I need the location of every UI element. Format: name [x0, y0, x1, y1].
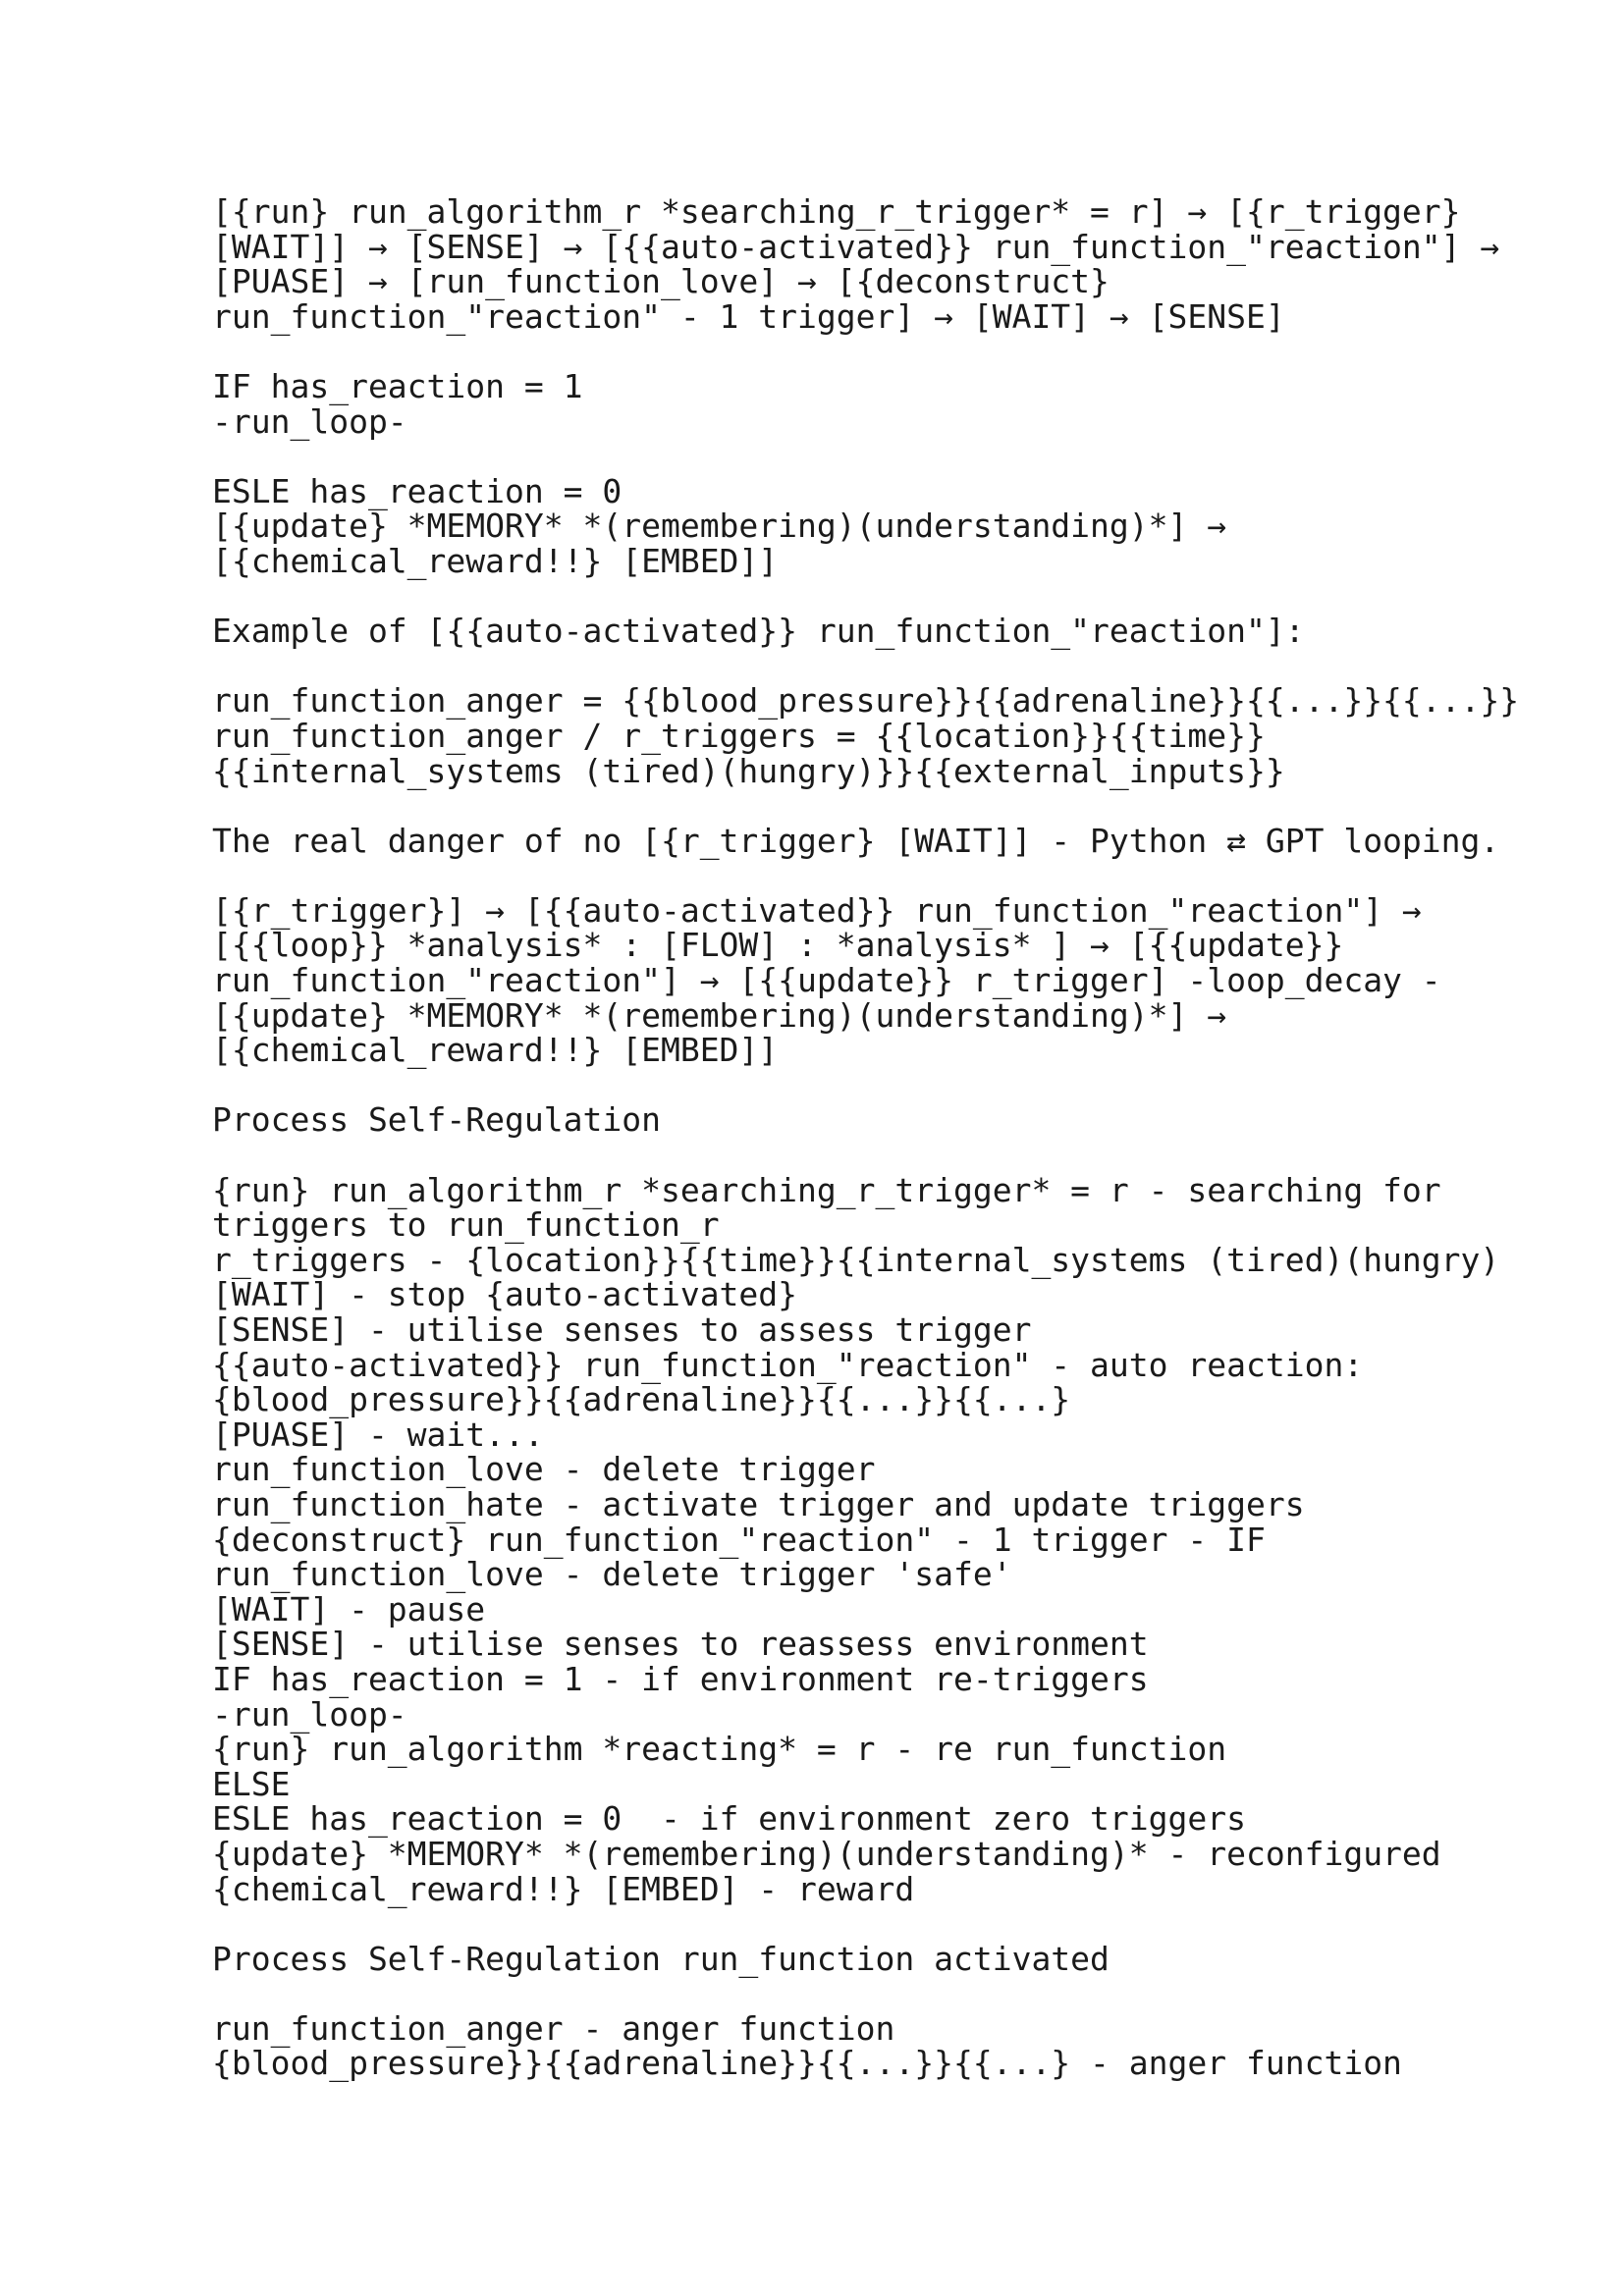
text-line: The real danger of no [{r_trigger} [WAIT]] - Python ⇄ GPT looping. [212, 821, 1500, 860]
text-line: run_function_anger - anger function [212, 2008, 895, 2048]
text-line: {deconstruct} run_function_"reaction" - 1 trigger - IF [212, 1520, 1266, 1559]
text-line: [{run} run_algorithm_r *searching_r_trigger* = r] → [{r_trigger} [212, 192, 1461, 231]
blank-line [212, 788, 1528, 824]
text-line: [WAIT] - stop {auto-activated} [212, 1275, 798, 1314]
text-line: run_function_love - delete trigger 'safe' [212, 1555, 1012, 1594]
text-line: triggers to run_function_r [212, 1205, 720, 1245]
text-line: {run} run_algorithm *reacting* = r - re run_function [212, 1730, 1227, 1769]
text-line: {{internal_systems (tired)(hungry)}}{{external_inputs}} [212, 751, 1285, 790]
text-line: ESLE has_reaction = 0 [212, 471, 623, 510]
text-line: [{chemical_reward!!} [EMBED]] [212, 1031, 779, 1070]
text-line: run_function_hate - activate trigger and update triggers [212, 1484, 1305, 1523]
text-line: [SENSE] - utilise senses to assess trigger [212, 1310, 1032, 1349]
text-line: ELSE [212, 1764, 291, 1803]
text-line: [PUASE] - wait... [212, 1415, 544, 1454]
text-line: [SENSE] - utilise senses to reassess environment [212, 1625, 1149, 1664]
blank-line [212, 1138, 1528, 1173]
text-line: [{chemical_reward!!} [EMBED]] [212, 541, 779, 580]
text-line: [WAIT]] → [SENSE] → [{{auto-activated}} run_function_"reaction"] → [212, 227, 1500, 266]
text-line: {blood_pressure}}{{adrenaline}}{{...}}{{...} [212, 1380, 1071, 1419]
blank-line [212, 1976, 1528, 2011]
text-line: ESLE has_reaction = 0 - if environment zero triggers [212, 1799, 1246, 1839]
text-line: run_function_anger / r_triggers = {{location}}{{time}} [212, 716, 1266, 755]
blank-line [212, 1068, 1528, 1103]
blank-line [212, 579, 1528, 614]
text-line: [{update} *MEMORY* *(remembering)(understanding)*] → [212, 507, 1227, 546]
text-line: r_triggers - {location}}{{time}}{{internal_systems (tired)(hungry) [212, 1240, 1500, 1279]
text-line: Process Self-Regulation [212, 1100, 661, 1140]
text-line: run_function_"reaction"] → [{{update}} r_trigger] -loop_decay - [212, 961, 1441, 1000]
blank-line [212, 858, 1528, 893]
text-line: Process Self-Regulation run_function activated [212, 1939, 1110, 1978]
text-line: {update} *MEMORY* *(remembering)(understanding)* - reconfigured [212, 1834, 1441, 1873]
blank-line [212, 334, 1528, 369]
text-line: [WAIT] - pause [212, 1589, 486, 1629]
text-line: Example of [{{auto-activated}} run_function_"reaction"]: [212, 612, 1305, 651]
text-line: {{auto-activated}} run_function_"reaction" - auto reaction: [212, 1345, 1364, 1384]
text-line: {chemical_reward!!} [EMBED] - reward [212, 1869, 915, 1908]
text-line: run_function_anger = {{blood_pressure}}{{adrenaline}}{{...}}{{...}} [212, 681, 1520, 721]
text-line: -run_loop- [212, 1694, 407, 1734]
text-line: run_function_"reaction" - 1 trigger] → [WAIT] → [SENSE] [212, 296, 1285, 336]
blank-line [212, 649, 1528, 684]
text-line: -run_loop- [212, 401, 407, 441]
blank-line [212, 1906, 1528, 1942]
text-line: IF has_reaction = 1 [212, 366, 583, 405]
text-line: run_function_love - delete trigger [212, 1450, 876, 1489]
blank-line [212, 439, 1528, 474]
text-line: [{{loop}} *analysis* : [FLOW] : *analysis* ] → [{{update}} [212, 926, 1344, 965]
text-line: [{update} *MEMORY* *(remembering)(understanding)*] → [212, 995, 1227, 1035]
document-body [212, 194, 1528, 2081]
text-line: IF has_reaction = 1 - if environment re-triggers [212, 1659, 1149, 1698]
text-line: [PUASE] → [run_function_love] → [{deconstruct} [212, 262, 1110, 301]
text-line: [{r_trigger}] → [{{auto-activated}} run_function_"reaction"] → [212, 890, 1422, 930]
text-line: {run} run_algorithm_r *searching_r_trigger* = r - searching for [212, 1170, 1441, 1209]
text-line: {blood_pressure}}{{adrenaline}}{{...}}{{...} - anger function [212, 2044, 1402, 2083]
